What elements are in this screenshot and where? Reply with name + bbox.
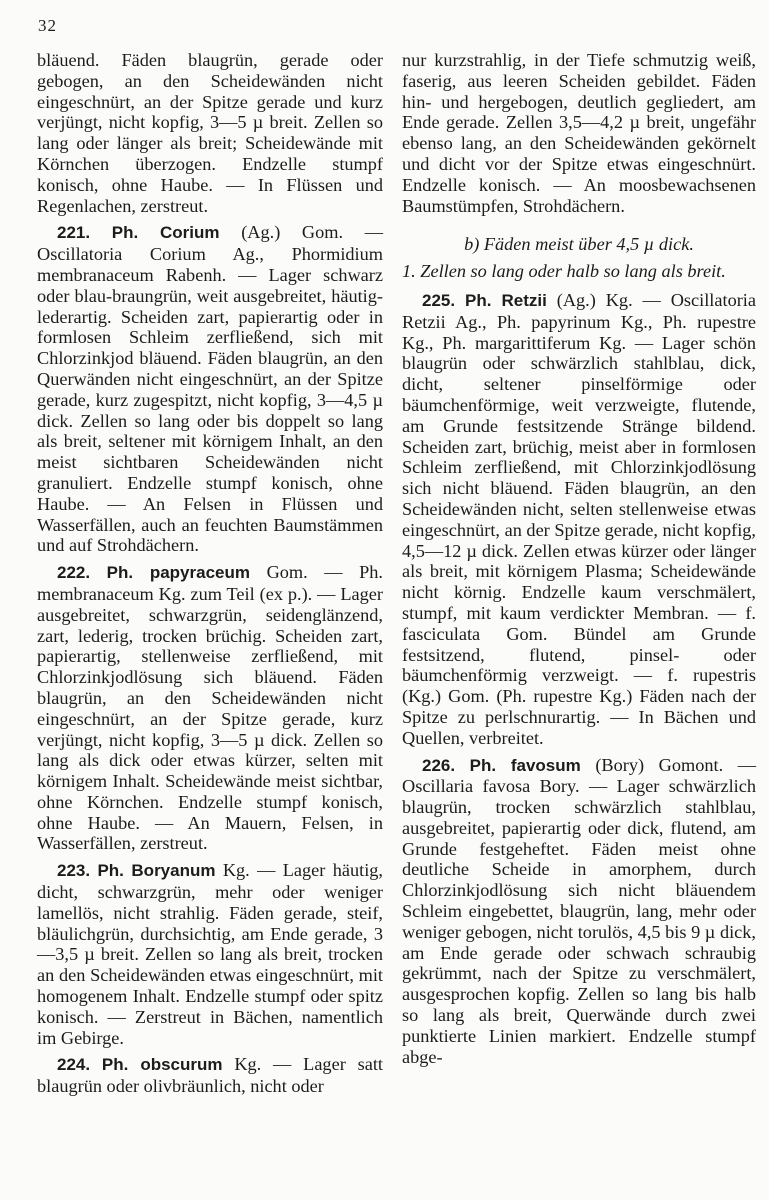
entry-number: 223.	[57, 861, 91, 881]
species-entry-223	[37, 860, 383, 1048]
species-name: Ph. favosum	[469, 755, 581, 775]
species-entry-222	[37, 562, 383, 854]
entry-text: Kg. — Lager satt blaugrün oder olivbräunlich, nicht oder	[37, 1054, 383, 1097]
species-entry-225	[402, 290, 756, 749]
species-entry-221	[37, 222, 383, 556]
page-number: 32	[38, 16, 57, 35]
entry-text: (Ag.) Kg. — Oscillatoria Retzii Ag., Ph. papyrinum Kg., Ph. rupestre Kg., Ph. margarittiferum Kg. — Lager schön blaugrün oder schwärzlich stahlblau, dick, dicht, seltener pinselförmige oder bäumchenförmige, weit verzweigte, flutende, am Grunde festsitzende Stränge bildend. Scheiden zart, brüchig, meist aber in formlosen Schleim zerfließend, mit Chlorzinkjodlösung sich nicht bläuend. Fäden blaugrün, an den Scheidewänden nicht, selten stellenweise etwas eingeschnürt, an der Spitze gerade, nicht kopfig, 4,5—12 µ dick. Zellen etwas kürzer oder länger als breit, mit körnigem Plasma; Scheidewände nicht körnig. Endzelle kaum verschmälert, stumpf, mit kaum verdickter Membran. — f. fasciculata Gom. Bündel am Grunde festsitzend, flutend, pinsel- oder bäumchenförmig verzweigt. — f. rupestris (Kg.) Gom. (Ph. rupestre Kg.) Fäden nach der Spitze zu perlschnurartig. — In Bächen und Quellen, verbreitet.	[402, 289, 756, 748]
entry-text: Kg. — Lager häutig, dicht, schwarzgrün, mehr oder weniger lamellös, nicht strahlig. Fäden gerade, steif, bläulichgrün, durchsichtig, am Ende gerade, 3—3,5 µ breit. Zellen so lang als breit, trocken an den Scheidewänden etwas eingeschnürt, mit homogenem Inhalt. Endzelle stumpf oder spitz konisch. — Zerstreut in Bächen, namentlich im Gebirge.	[37, 860, 383, 1048]
entry-text: Gom. — Ph. membranaceum Kg. zum Teil (ex p.). — Lager ausgebreitet, schwarzgrün, seidenglänzend, zart, lederig, trocken brüchig. Scheiden zart, papierartig, stellenweise zerfließend, mit Chlorzinkjodlösung sich bläuend. Fäden blaugrün, an den Scheidewänden nicht eingeschnürt, an der Spitze gerade, kurz verjüngt, nicht kopfig, 3—5 µ dick. Zellen so lang als dick oder etwas kürzer, selten mit körnigem Inhalt. Scheidewände meist sichtbar, ohne Körnchen. Endzelle stumpf konisch, ohne Haube. — An Mauern, Felsen, in Wasserfällen, zerstreut.	[37, 562, 383, 854]
entry-number: 221.	[57, 223, 91, 243]
species-entry-226	[402, 755, 756, 1068]
species-entry-224	[37, 1054, 383, 1097]
continued-paragraph: bläuend. Fäden blaugrün, gerade oder gebogen, an den Scheidewänden nicht eingeschnürt, an der Spitze gerade und kurz verjüngt, nicht kopfig, 3—5 µ breit. Zellen so lang oder länger als breit; Scheidewände mit Körnchen überzogen. Endzelle stumpf konisch, ohne Haube. — In Flüssen und Regenlachen, zerstreut.	[37, 50, 383, 216]
species-name: Ph. Corium	[111, 223, 220, 243]
entry-text: (Bory) Gomont. — Oscillaria favosa Bory. — Lager schwärzlich blaugrün, trocken schwärzlich stahlblau, ausgebreitet, papierartig oder dick, flutend, am Grunde festgeheftet. Fäden meist ohne deutliche Scheide in amorphem, durch Chlorzinkjodlösung sich nicht bläuendem Schleim eingebettet, blaugrün, lang, mehr oder weniger gebogen, nicht torulös, 4,5 bis 9 µ dick, am Ende gerade oder schwach schraubig gekrümmt, nach der Spitze zu verschmälert, ausgesprochen kopfig. Zellen so lang bis halb so lang als breit, Querwände durch zwei punktierte Linien markiert. Endzelle stumpf abge-	[402, 754, 756, 1067]
entry-number: 222.	[57, 563, 91, 583]
entry-number: 226.	[422, 755, 456, 775]
continued-paragraph: nur kurzstrahlig, in der Tiefe schmutzig weiß, faserig, aus leeren Scheiden gebildet. Fäden hin- und hergebogen, deutlich gegliedert, am Ende gerade. Zellen 3,5—4,2 µ breit, ungefähr ebenso lang, an den Scheidewänden gekörnelt und dicht vor der Spitze etwas eingeschnürt. Endzelle konisch. — An moosbewachsenen Baumstümpfen, Strohdächern.	[402, 50, 756, 216]
subsection-subheading: 1. Zellen so lang oder halb so lang als breit.	[402, 261, 726, 282]
species-name: Ph. obscurum	[101, 1055, 223, 1075]
species-name: Ph. Retzii	[465, 290, 547, 310]
right-column	[402, 50, 756, 1067]
subsection-heading: b) Fäden meist über 4,5 µ dick.	[464, 234, 694, 255]
left-column	[37, 50, 383, 1097]
species-name: Ph. Boryanum	[97, 861, 216, 881]
entry-text: (Ag.) Gom. — Oscillatoria Corium Ag., Phormidium membranaceum Rabenh. — Lager schwarz oder blau-braungrün, weit ausgebreitet, häutig-lederartig. Scheiden zart, papierartig oder in formlosen Schleim zerfließend, sich mit Chlorzinkjod bläuend. Fäden blaugrün, an den Querwänden nicht eingeschnürt, an der Spitze gerade, kurz zugespitzt, nicht kopfig, 3—4,5 µ dick. Zellen so lang oder bis doppelt so lang als breit, seltener mit körnigem Inhalt, an den meist sichtbaren Scheidewänden nicht granuliert. Endzelle stumpf konisch, ohne Haube. — An Felsen in Flüssen und Wasserfällen, auch an feuchten Baumstämmen und auf Strohdächern.	[37, 222, 384, 556]
entry-number: 225.	[422, 290, 456, 310]
species-name: Ph. papyraceum	[106, 563, 250, 583]
entry-number: 224.	[57, 1055, 91, 1075]
